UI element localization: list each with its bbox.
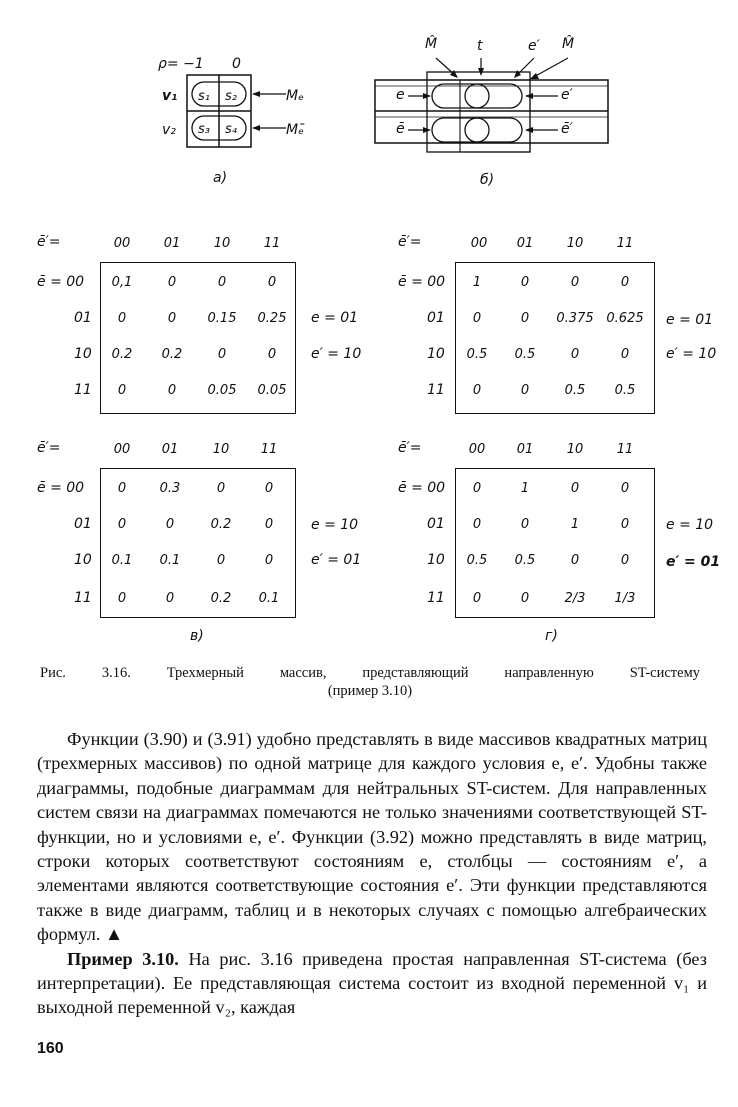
ebarprime-right-label: ē′ (561, 121, 573, 137)
matrix-cell: 0 (264, 517, 274, 532)
t-label: t (477, 38, 483, 54)
matrix-cell: 0 (117, 383, 127, 398)
mhat-left-label: M̂ (425, 36, 438, 52)
matrix-cell: 0 (264, 481, 274, 496)
matrix-cell: 0 (472, 481, 482, 496)
col-label: 00 (113, 236, 131, 251)
row-label: 11 (427, 382, 445, 398)
col-label: 10 (212, 442, 230, 457)
matrix-cell: 0.5 (614, 383, 636, 398)
matrix-cell: 0 (216, 481, 226, 496)
body-text (37, 727, 707, 1020)
row-label: ē = 00 (37, 480, 85, 496)
row-label: ē = 00 (398, 274, 446, 290)
matrix-cell: 0.5 (466, 553, 488, 568)
matrix-cell: 0.2 (111, 347, 133, 362)
col-label: 01 (516, 236, 534, 251)
col-label: 01 (163, 236, 181, 251)
matrix-cell: 0 (520, 591, 530, 606)
col-label: 10 (566, 442, 584, 457)
rho-zero: 0 (232, 56, 241, 72)
matrix-cell: 0 (216, 553, 226, 568)
col-label: 01 (516, 442, 534, 457)
matrix-cell: 0.1 (258, 591, 280, 606)
me-label: Mₑ (286, 88, 304, 104)
mebar-label: Mₑ̄ (286, 122, 304, 138)
matrix-cell: 0 (217, 275, 227, 290)
matrix-cell: 0.2 (210, 591, 232, 606)
page-number: 160 (37, 1040, 64, 1057)
condition-label: e = 10 (311, 517, 359, 533)
condition-label: e′ = 01 (666, 554, 721, 570)
ebar-left-label: ē (396, 121, 405, 137)
matrix-cell: 0,1 (111, 275, 133, 290)
matrix-cell: 0.05 (257, 383, 287, 398)
matrix-cell: 0 (117, 517, 127, 532)
matrix-cell: 0 (620, 553, 630, 568)
matrix-cell: 2/3 (564, 591, 586, 606)
eprime-top-label: e′ (528, 38, 540, 54)
matrix-cell: 1 (520, 481, 530, 496)
matrix-cell: 0 (267, 275, 277, 290)
matrix-cell: 1 (472, 275, 482, 290)
matrix-cell: 0.375 (556, 311, 594, 326)
matrix-cell: 0.2 (161, 347, 183, 362)
condition-label: e′ = 10 (666, 346, 717, 362)
eprime-right-label: e′ (561, 87, 573, 103)
row-label: 10 (74, 346, 92, 362)
v2-label: v₂ (162, 122, 176, 138)
s3-label: s₃ (198, 122, 210, 137)
row-label: 11 (427, 590, 445, 606)
row-label: 01 (74, 516, 92, 532)
matrix-cell: 0.05 (207, 383, 237, 398)
row-label: 10 (74, 552, 92, 568)
v1-label: v₁ (162, 88, 178, 104)
matrix-cell: 0.625 (606, 311, 644, 326)
col-label: 11 (263, 236, 281, 251)
col-label: 00 (468, 442, 486, 457)
figure-v-label: в) (190, 628, 204, 644)
matrix-cell: 0 (570, 275, 580, 290)
col-header: ē′= (398, 440, 422, 456)
row-label: 11 (74, 590, 92, 606)
s1-label: s₁ (198, 89, 210, 104)
condition-label: e′ = 10 (311, 346, 362, 362)
s2-label: s₂ (225, 89, 237, 104)
figure-g-label: г) (545, 628, 558, 644)
col-label: 00 (113, 442, 131, 457)
matrix-cell: 0.2 (210, 517, 232, 532)
matrix-cell: 0.5 (514, 347, 536, 362)
matrix-cell: 0.5 (514, 553, 536, 568)
matrix-cell: 0.25 (257, 311, 287, 326)
matrix-cell: 1/3 (614, 591, 636, 606)
matrix-cell: 0 (217, 347, 227, 362)
matrix-cell: 0 (472, 517, 482, 532)
matrix-cell: 0 (620, 517, 630, 532)
row-label: 11 (74, 382, 92, 398)
matrix-cell: 0 (167, 383, 177, 398)
condition-label: e = 10 (666, 517, 714, 533)
matrix-cell: 0 (117, 481, 127, 496)
matrix-cell: 0 (520, 275, 530, 290)
matrix-cell: 0.15 (207, 311, 237, 326)
condition-label: e = 01 (666, 312, 714, 328)
row-label: ē = 00 (398, 480, 446, 496)
matrix-cell: 0 (167, 275, 177, 290)
paragraph-2-text: На рис. 3.16 приведена простая направленная ST-система (без интерпретации). Ее представляющая система состоит из входной переменной v₁ и выходной переменной v₂, каждая (37, 948, 707, 1018)
row-label: 10 (427, 552, 445, 568)
e-left-label: e (396, 87, 405, 103)
matrix-cell: 0 (620, 275, 630, 290)
matrix-cell: 1 (570, 517, 580, 532)
caption-line-2: (пример 3.10) (327, 683, 413, 699)
col-label: 10 (566, 236, 584, 251)
matrix-cell: 0 (117, 591, 127, 606)
mhat-right-label: M̂ (562, 36, 575, 52)
matrix-cell: 0 (472, 591, 482, 606)
matrix-cell: 0 (472, 311, 482, 326)
col-label: 01 (161, 442, 179, 457)
matrix-cell: 0.5 (466, 347, 488, 362)
col-label: 11 (616, 442, 634, 457)
matrix-cell: 0 (620, 347, 630, 362)
figure-caption (40, 664, 700, 700)
figure-b-label: б) (480, 172, 495, 188)
top-oval (432, 84, 522, 108)
col-label: 10 (213, 236, 231, 251)
paragraph-1: Функции (3.90) и (3.91) удобно представлять в виде массивов квадратных матриц (трехмерных массивов) по одной матрице для каждого условия e, e′. Удобны также диаграммы, подобные диаграммам для нейтральных ST-систем. Для направленных систем связи на диаграммах помечаются не только значениями соответствующей ST-функции, но и условиями e, e′. Функции (3.92) можно представлять в виде матриц, строки которых соответствуют состояниям e, столбцы — состояниям e′, а элементами являются соответствующие состояния e′. Эти функции представляются также в виде диаграмм, таблиц и в некоторых случаях с помощью алгебраических формул. ▲ (37, 729, 707, 945)
matrix-cell: 0.5 (564, 383, 586, 398)
matrix-cell: 0 (165, 517, 175, 532)
row-label: 01 (427, 310, 445, 326)
s4-label: s₄ (225, 122, 237, 137)
figure-a-label: а) (213, 170, 228, 186)
matrix-cell: 0.1 (111, 553, 133, 568)
col-header: ē′= (37, 440, 61, 456)
matrix-cell: 0 (267, 347, 277, 362)
matrix-cell: 0.1 (159, 553, 181, 568)
figure-drawings (0, 0, 738, 240)
col-header: ē′= (398, 234, 422, 250)
matrix-cell: 0.3 (159, 481, 181, 496)
matrix-cell: 0 (620, 481, 630, 496)
row-label: 01 (427, 516, 445, 532)
matrix-cell: 0 (570, 347, 580, 362)
example-label: Пример 3.10. (67, 948, 179, 969)
col-label: 00 (470, 236, 488, 251)
matrix-cell: 0 (570, 481, 580, 496)
matrix-cell: 0 (264, 553, 274, 568)
condition-label: e′ = 01 (311, 552, 362, 568)
rho-label: ρ= −1 (158, 56, 204, 72)
col-header: ē′= (37, 234, 61, 250)
row-label: 01 (74, 310, 92, 326)
matrix-cell: 0 (167, 311, 177, 326)
matrix-cell: 0 (472, 383, 482, 398)
bottom-oval (432, 118, 522, 142)
matrix-cell: 0 (117, 311, 127, 326)
row-label: 10 (427, 346, 445, 362)
caption-line-1: Рис. 3.16. Трехмерный массив, представляющий направленную ST-систему (40, 665, 700, 681)
matrix-cell: 0 (520, 311, 530, 326)
col-label: 11 (616, 236, 634, 251)
matrix-cell: 0 (520, 383, 530, 398)
matrix-cell: 0 (570, 553, 580, 568)
row-label: ē = 00 (37, 274, 85, 290)
col-label: 11 (260, 442, 278, 457)
matrix-cell: 0 (520, 517, 530, 532)
matrix-cell: 0 (165, 591, 175, 606)
condition-label: e = 01 (311, 310, 359, 326)
paragraph-2 (37, 947, 707, 1020)
